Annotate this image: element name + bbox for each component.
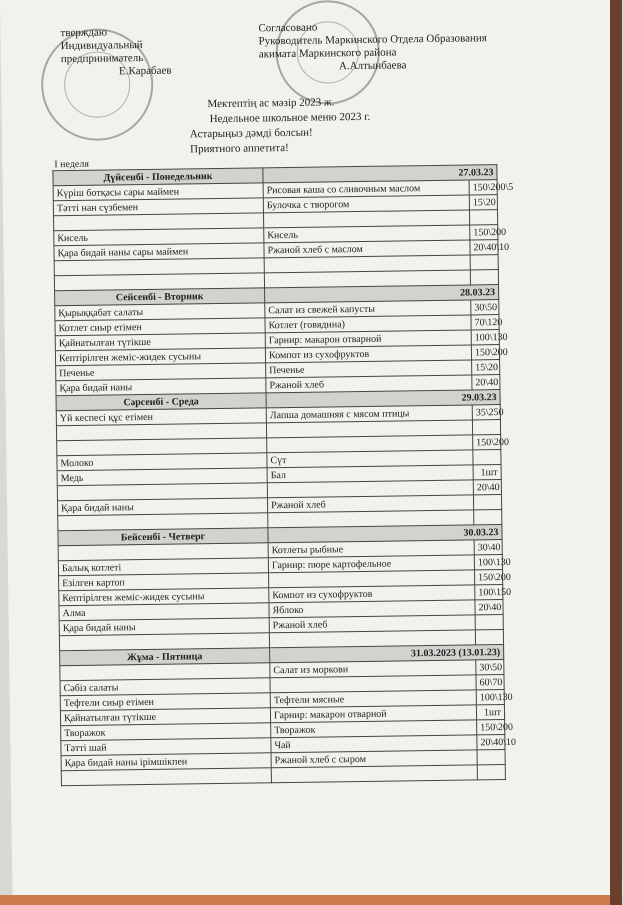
- day-date: 28.03.23: [265, 285, 499, 303]
- portion-grams: [474, 510, 502, 525]
- portion-grams: 30\50: [476, 660, 504, 675]
- dish-russian: Гарнир: макарон отварной: [265, 330, 471, 348]
- dish-kazakh: Тефтели сиыр етімен: [60, 693, 270, 711]
- dish-russian: Творажок: [271, 720, 477, 738]
- dish-kazakh: Қайнатылған түтікше: [60, 708, 270, 726]
- dish-kazakh: Қайнатылған түтікше: [55, 333, 265, 351]
- dish-kazakh: Молоко: [57, 453, 267, 471]
- background-edge: [0, 895, 610, 905]
- dish-russian: Чай: [271, 735, 477, 753]
- dish-russian: Сүт: [267, 450, 473, 468]
- dish-kazakh: Тәтті нан сүзбемен: [53, 198, 263, 216]
- dish-russian: [271, 765, 477, 783]
- dish-russian: Рисовая каша со сливочным маслом: [263, 180, 469, 198]
- portion-grams: 20\40: [473, 480, 501, 495]
- dish-russian: Ржаной хлеб: [266, 375, 472, 393]
- portion-grams: 150\200: [477, 720, 505, 735]
- title-line: Приятного аппетита!: [190, 141, 289, 156]
- portion-grams: [469, 210, 497, 225]
- title-line: Астарыңыз дәмді болсын!: [189, 126, 313, 141]
- portion-grams: 70\120: [471, 315, 499, 330]
- portion-grams: 1шт: [473, 465, 501, 480]
- day-name: Дүйсенбі - Понедельник: [53, 168, 263, 186]
- portion-grams: 20\40: [472, 375, 500, 390]
- portion-grams: 30\40: [474, 540, 502, 555]
- portion-grams: 15\20: [469, 195, 497, 210]
- dish-russian: Ржаной хлеб с сыром: [271, 750, 477, 768]
- day-name: Жұма - Пятница: [60, 648, 270, 666]
- portion-grams: 20\40: [475, 600, 503, 615]
- portion-grams: 15\20: [472, 360, 500, 375]
- portion-grams: [477, 765, 505, 780]
- dish-kazakh: Қырыққабат салаты: [55, 303, 265, 321]
- portion-grams: [475, 615, 503, 630]
- dish-kazakh: Қара бидай наны ірімшікпен: [61, 753, 271, 771]
- dish-kazakh: Кептірілген жеміс-жидек сусыны: [55, 348, 265, 366]
- day-name: Сәрсенбі - Среда: [56, 393, 266, 411]
- dish-kazakh: Кисель: [54, 228, 264, 246]
- dish-kazakh: Қара бидай наны: [57, 498, 267, 516]
- dish-kazakh: Алма: [59, 603, 269, 621]
- portion-grams: 30\50: [471, 300, 499, 315]
- portion-grams: [470, 270, 498, 285]
- dish-russian: Кисель: [264, 225, 470, 243]
- agreement-block: [258, 18, 539, 74]
- portion-grams: 60\70: [476, 675, 504, 690]
- dish-russian: Булочка с творогом: [263, 195, 469, 213]
- portion-grams: [472, 420, 500, 435]
- dish-kazakh: Қара бидай наны сары маймен: [54, 243, 264, 261]
- portion-grams: 100\130: [476, 690, 504, 705]
- dish-russian: Гарнир: макарон отварной: [270, 705, 476, 723]
- menu-title: [189, 95, 370, 158]
- dish-kazakh: Қара бидай наны: [56, 378, 266, 396]
- portion-grams: [477, 750, 505, 765]
- portion-grams: 150\200: [473, 435, 501, 450]
- dish-russian: Бал: [267, 465, 473, 483]
- day-date: 31.03.2023 (13.01.23): [270, 645, 504, 663]
- dish-kazakh: Қара бидай наны: [59, 618, 269, 636]
- portion-grams: 100\150: [475, 585, 503, 600]
- portion-grams: 150\200: [470, 225, 498, 240]
- portion-grams: 150\200: [471, 345, 499, 360]
- dish-russian: Салат из моркови: [270, 660, 476, 678]
- portion-grams: 100\130: [474, 555, 502, 570]
- approval-line: предприниматель: [60, 52, 144, 66]
- portion-grams: 150\200: [475, 570, 503, 585]
- dish-kazakh: Котлет сиыр етімен: [55, 318, 265, 336]
- portion-grams: 20\40\10: [470, 240, 498, 255]
- day-date: 27.03.23: [263, 165, 497, 183]
- portion-grams: 150\200\5: [469, 180, 497, 195]
- dish-russian: Котлет (говядина): [265, 315, 471, 333]
- dish-russian: Ржаной хлеб: [269, 615, 475, 633]
- portion-grams: 100\130: [471, 330, 499, 345]
- portion-grams: 20\40\10: [477, 735, 505, 750]
- dish-kazakh: Үй кеспесі құс етімен: [56, 408, 266, 426]
- portion-grams: [473, 495, 501, 510]
- dish-russian: Ржаной хлеб с маслом: [264, 240, 470, 258]
- dish-kazakh: Тәтті шай: [61, 738, 271, 756]
- dish-kazakh: [61, 768, 271, 786]
- agreement-line: акимата Маркинского района: [258, 46, 397, 61]
- background-edge: [610, 0, 622, 905]
- day-name: Бейсенбі - Четверг: [58, 528, 268, 546]
- dish-kazakh: Медь: [57, 468, 267, 486]
- approval-line: тверждаю: [60, 26, 108, 40]
- agreement-line: Согласовано: [258, 21, 318, 35]
- dish-kazakh: Кептірілген жеміс-жидек сусыны: [59, 588, 269, 606]
- dish-russian: Салат из свежей капусты: [265, 300, 471, 318]
- portion-grams: [475, 630, 503, 645]
- dish-kazakh: Печенье: [56, 363, 266, 381]
- dish-kazakh: Күріш ботқасы сары маймен: [53, 183, 263, 201]
- dish-russian: Тефтели мясные: [270, 690, 476, 708]
- portion-grams: [470, 255, 498, 270]
- agreement-line: Руководитель Маркинского Отдела Образования: [258, 32, 487, 48]
- day-date: 30.03.23: [268, 525, 502, 543]
- dish-russian: Ржаной хлеб: [267, 495, 473, 513]
- approval-line: Индивидуальный: [60, 39, 143, 53]
- day-date: 29.03.23: [266, 390, 500, 408]
- portion-grams: [473, 450, 501, 465]
- dish-russian: Лапша домашняя с мясом птицы: [266, 405, 472, 423]
- portion-grams: 1шт: [476, 705, 504, 720]
- dish-russian: Печенье: [266, 360, 472, 378]
- approval-block: [60, 25, 201, 79]
- dish-russian: Гарнир: пюре картофельное: [268, 555, 474, 573]
- dish-russian: Яблоко: [269, 600, 475, 618]
- dish-kazakh: Творажок: [61, 723, 271, 741]
- portion-grams: 35\250: [472, 405, 500, 420]
- dish-kazakh: Балық котлеті: [58, 558, 268, 576]
- approval-line: Е.Карабаев: [118, 64, 172, 78]
- menu-table: [52, 164, 517, 786]
- day-name: Сейсенбі - Вторник: [55, 288, 265, 306]
- title-line: Недельное школьное меню 2023 г.: [209, 110, 371, 126]
- agreement-line: А.Алтынбаева: [338, 59, 407, 73]
- dish-kazakh: Сәбіз салаты: [60, 678, 270, 696]
- dish-russian: Компот из сухофруктов: [265, 345, 471, 363]
- title-line: Мектептің ас мәзір 2023 ж.: [207, 96, 335, 111]
- week-label: I неделя: [54, 158, 89, 171]
- dish-kazakh: Езілген картоп: [59, 573, 269, 591]
- dish-russian: Котлеты рыбные: [268, 540, 474, 558]
- dish-russian: Компот из сухофруктов: [269, 585, 475, 603]
